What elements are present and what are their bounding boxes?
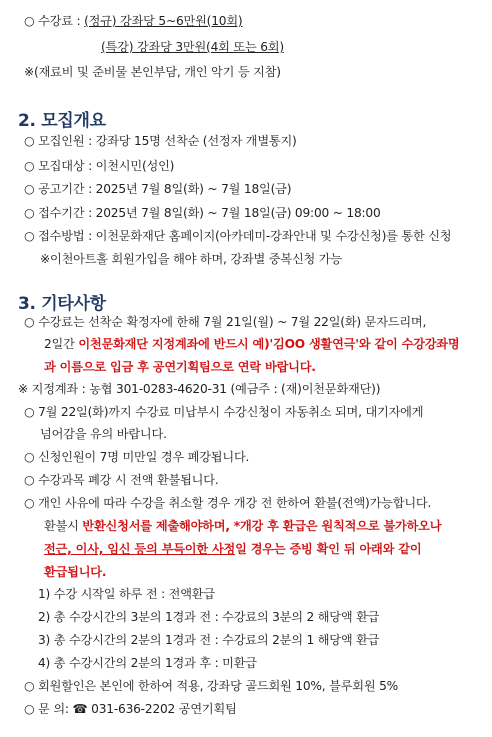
fee-line-regular — [24, 12, 242, 30]
fee-special: (특강) 강좌당 3만원(4회 또는 6회) — [101, 40, 284, 54]
sec3-contact: ○ 문 의: ☎ 031-636-2202 공연기획팀 — [24, 702, 237, 716]
sec3-p5-line2 — [44, 517, 441, 535]
sec3-p1-line1: ○ 수강료는 선착순 확정자에 한해 7월 21일(월) ~ 7월 22일(화) 문자드리며, — [24, 315, 427, 329]
fee-label: ○ 수강료 : — [24, 14, 85, 28]
sec3-p1-line3: 과 이름으로 입금 후 공연기획팀으로 연락 바랍니다. — [44, 360, 316, 374]
fee-note: ※(재료비 및 준비물 본인부담, 개인 악기 등 지참) — [24, 65, 281, 79]
sec3-p1-line2 — [44, 335, 459, 353]
sec2-item-apply-period: ○ 접수기간 : 2025년 7월 8일(화) ~ 7월 18일(금) 09:00 ~ 18:00 — [24, 206, 381, 220]
section-3-title: 3. 기타사항 — [18, 294, 106, 314]
refund-item-3: 3) 총 수강시간의 2분의 1경과 전 : 수강료의 2분의 1 해당액 환급 — [38, 633, 380, 647]
sec2-note: ※이천아트홀 회원가입을 해야 하며, 강좌별 중복신청 가능 — [40, 252, 342, 266]
sec3-p2-line1: ○ 7월 22일(화)까지 수강료 미납부시 수강신청이 자동취소 되며, 대기자에게 — [24, 405, 424, 419]
sec3-p5-line3-rest: 일 경우는 증빙 확인 뒤 아래와 같이 — [235, 542, 422, 556]
sec3-p4: ○ 수강과목 폐강 시 전액 환불됩니다. — [24, 473, 219, 487]
sec3-member-discount: ○ 회원할인은 본인에 한하여 적용, 강좌당 골드회원 10%, 블루회원 5% — [24, 679, 399, 693]
sec3-p5-line3 — [44, 540, 421, 558]
sec3-p5-line3-redu: 전근, 이사, 임신 등의 부득이한 사정 — [44, 542, 236, 556]
sec3-p5-line4: 환급됩니다. — [44, 565, 107, 579]
sec3-p5-line2-pre: 환불시 — [44, 519, 83, 533]
sec3-p5-line1: ○ 개인 사유에 따라 수강을 취소할 경우 개강 전 한하여 환불(전액)가능합니다. — [24, 496, 432, 510]
sec2-item-apply-method: ○ 접수방법 : 이천문화재단 홈페이지(아카데미-강좌안내 및 수강신청)를 통한 신청 — [24, 229, 452, 243]
sec3-account: ※ 지정계좌 : 농협 301-0283-4620-31 (예금주 : (재)이천문화재단)) — [18, 382, 381, 396]
sec2-item-notice-period: ○ 공고기간 : 2025년 7월 8일(화) ~ 7월 18일(금) — [24, 182, 292, 196]
refund-item-2: 2) 총 수강시간의 3분의 1경과 전 : 수강료의 3분의 2 해당액 환급 — [38, 610, 380, 624]
fee-regular: (정규) 강좌당 5~6만원(10회) — [84, 14, 243, 28]
sec3-p2-line2: 넘어감을 유의 바랍니다. — [40, 427, 167, 441]
sec3-p1-line2-red: 이천문화재단 지정계좌에 반드시 예)'김OO 생활연극'와 같이 수강강좌명 — [78, 337, 460, 351]
sec2-item-target: ○ 모집대상 : 이천시민(성인) — [24, 159, 175, 173]
sec3-p3: ○ 신청인원이 7명 미만일 경우 폐강됩니다. — [24, 450, 250, 464]
sec3-p1-line2-pre: 2일간 — [44, 337, 79, 351]
refund-item-1: 1) 수강 시작일 하루 전 : 전액환급 — [38, 587, 215, 601]
sec3-p5-line2-red: 반환신청서를 제출해야하며, *개강 후 환급은 원칙적으로 불가하오나 — [82, 519, 442, 533]
section-2-title: 2. 모집개요 — [18, 111, 106, 131]
refund-item-4: 4) 총 수강시간의 2분의 1경과 후 : 미환급 — [38, 656, 257, 670]
sec2-item-recruits: ○ 모집인원 : 강좌당 15명 선착순 (선정자 개별통지) — [24, 134, 297, 148]
